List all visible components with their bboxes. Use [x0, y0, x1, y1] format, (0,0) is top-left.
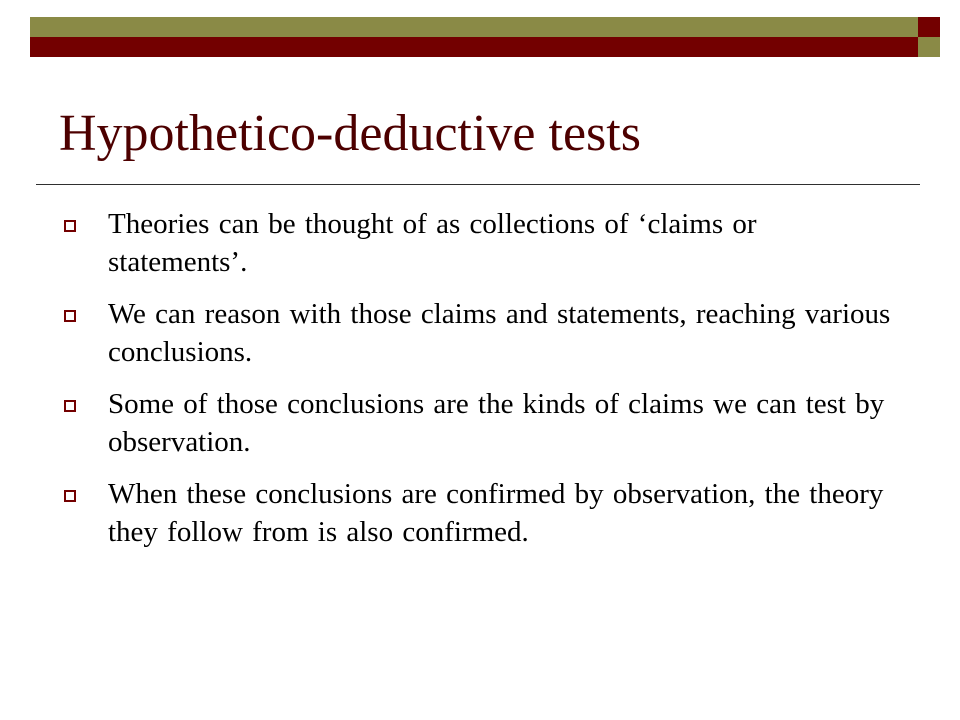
- bullet-text: Some of those conclusions are the kinds of claims we can test by observation.: [108, 388, 885, 458]
- bullet-item: [60, 385, 900, 461]
- bullet-text: We can reason with those claims and statements, reaching various conclusions.: [108, 298, 891, 368]
- bullet-item: [60, 295, 900, 371]
- header-bar-maroon: [30, 37, 918, 57]
- hollow-square-icon: [64, 220, 76, 232]
- hollow-square-icon: [64, 400, 76, 412]
- hollow-square-icon: [64, 490, 76, 502]
- bullet-text: When these conclusions are confirmed by observation, the theory they follow from is also confirmed.: [108, 478, 884, 548]
- bullet-item: [60, 475, 900, 551]
- title-divider: [36, 184, 920, 185]
- header-corner-maroon: [918, 17, 940, 37]
- slide-title: Hypothetico-deductive tests: [59, 105, 641, 162]
- bullet-item: [60, 205, 900, 281]
- header-bar-olive: [30, 17, 918, 37]
- hollow-square-icon: [64, 310, 76, 322]
- header-corner-olive: [918, 37, 940, 57]
- bullet-text: Theories can be thought of as collections of ‘claims or statements’.: [108, 208, 757, 278]
- bullet-list: [60, 205, 900, 565]
